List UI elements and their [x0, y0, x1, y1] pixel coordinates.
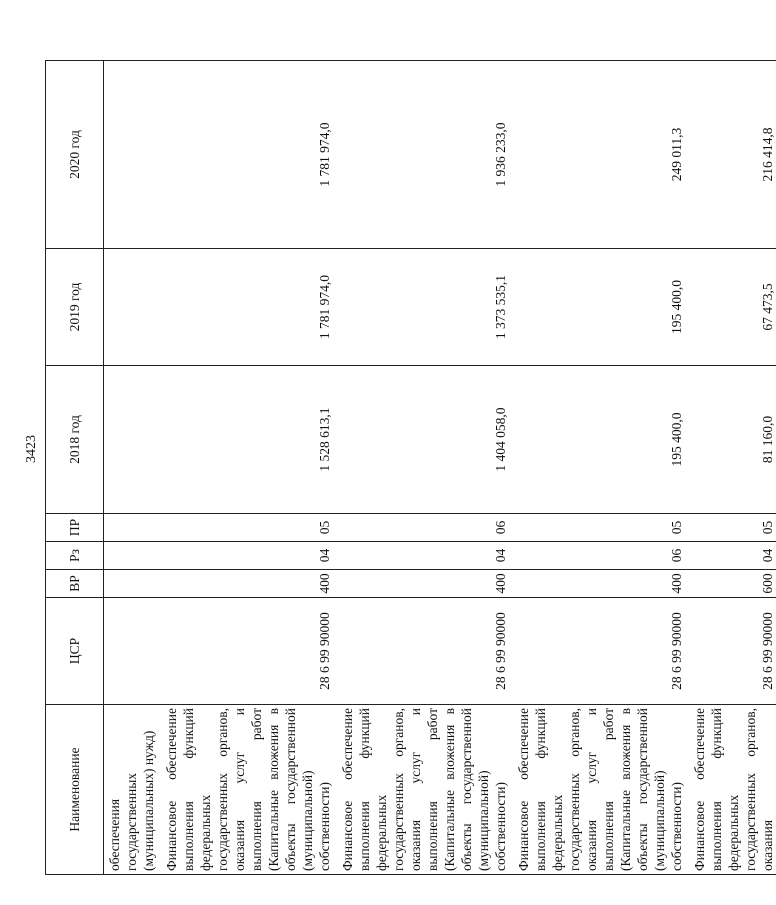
- row-2018: 81 160,0: [691, 366, 776, 514]
- row-rz: 04: [163, 542, 333, 570]
- row-2019: 1 781 974,0: [163, 249, 333, 366]
- header-pr: ПР: [46, 514, 104, 542]
- header-2019: 2019 год: [46, 249, 104, 366]
- row-vr: 400: [515, 570, 685, 598]
- header-vr: ВР: [46, 570, 104, 598]
- row-2018: 195 400,0: [515, 366, 685, 514]
- row-name: Финансовое обеспечение выполнения функций федеральных государственных органов, оказания услуг и выполнения работ (Капитальные вложения в объекты государственной (муниципальной) собственности): [163, 705, 333, 875]
- row-vr: 400: [339, 570, 509, 598]
- header-row: [46, 61, 104, 875]
- header-csr: ЦСР: [46, 598, 104, 705]
- table-row-lead: [104, 61, 158, 875]
- row-2020: 216 414,8: [691, 61, 776, 249]
- row-rz: 04: [691, 542, 776, 570]
- row-rz: 04: [339, 542, 509, 570]
- row-2019: 1 373 535,1: [339, 249, 509, 366]
- budget-table: [45, 60, 776, 875]
- lead-text: обеспечения государственных (муниципальных) нужд): [104, 705, 158, 875]
- row-pr: 06: [339, 514, 509, 542]
- row-name: Финансовое обеспечение выполнения функций федеральных государственных органов, оказания: [691, 705, 776, 875]
- header-name: Наименование: [46, 705, 104, 875]
- row-pr: 05: [515, 514, 685, 542]
- header-2020: 2020 год: [46, 61, 104, 249]
- row-csr: 28 6 99 90000: [691, 598, 776, 705]
- row-name: Финансовое обеспечение выполнения функций федеральных государственных органов, оказания услуг и выполнения работ (Капитальные вложения в объекты государственной (муниципальной) собственности): [515, 705, 685, 875]
- row-csr: 28 6 99 90000: [163, 598, 333, 705]
- row-csr: 28 6 99 90000: [339, 598, 509, 705]
- row-2018: 1 404 058,0: [339, 366, 509, 514]
- row-pr: 05: [163, 514, 333, 542]
- row-csr: 28 6 99 90000: [515, 598, 685, 705]
- page-number: 3423: [24, 435, 39, 463]
- row-rz: 06: [515, 542, 685, 570]
- table-row: [163, 61, 333, 875]
- row-pr: 05: [691, 514, 776, 542]
- row-name: Финансовое обеспечение выполнения функций федеральных государственных органов, оказания услуг и выполнения работ (Капитальные вложения в объекты государственной (муниципальной) собственности): [339, 705, 509, 875]
- row-vr: 400: [163, 570, 333, 598]
- row-vr: 600: [691, 570, 776, 598]
- rotated-table-page: [45, 61, 775, 875]
- row-2020: 1 781 974,0: [163, 61, 333, 249]
- table-row: [691, 61, 776, 875]
- row-2019: 67 473,5: [691, 249, 776, 366]
- row-2019: 195 400,0: [515, 249, 685, 366]
- table-row: [339, 61, 509, 875]
- header-rz: Рз: [46, 542, 104, 570]
- row-2020: 1 936 233,0: [339, 61, 509, 249]
- row-2018: 1 528 613,1: [163, 366, 333, 514]
- header-2018: 2018 год: [46, 366, 104, 514]
- row-2020: 249 011,3: [515, 61, 685, 249]
- table-row: [515, 61, 685, 875]
